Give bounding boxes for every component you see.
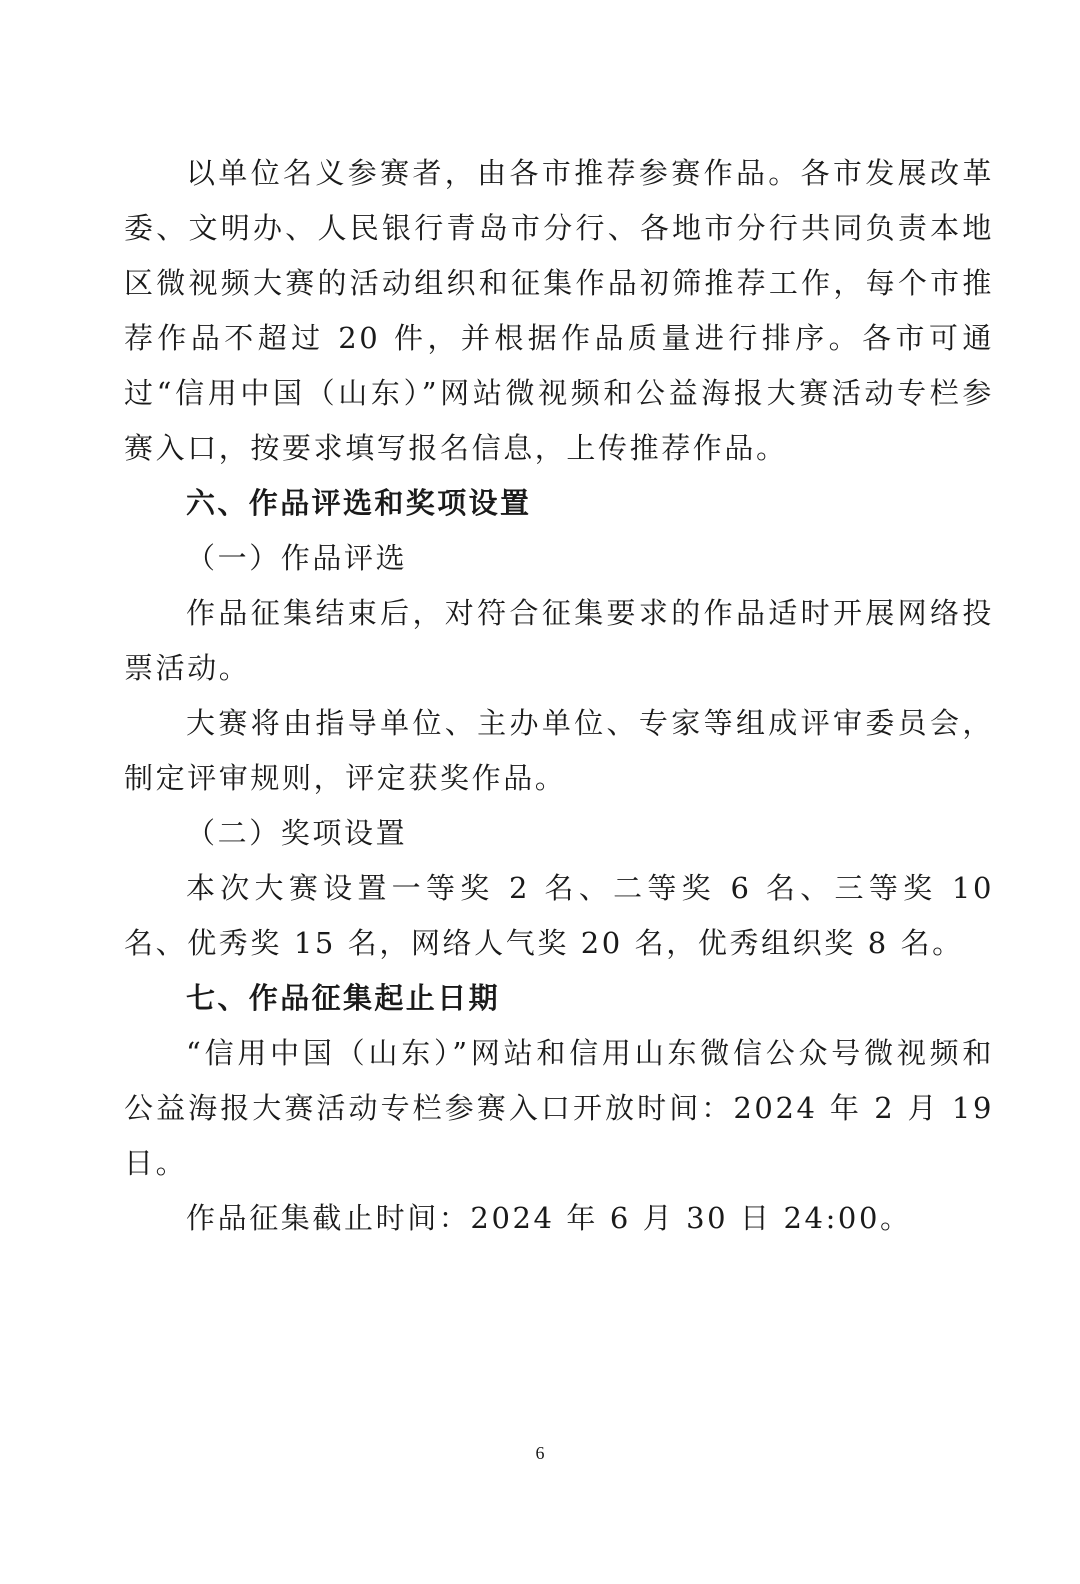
paragraph-deadline: 作品征集截止时间：2024 年 6 月 30 日 24:00。 <box>186 1201 912 1235</box>
section-heading-evaluation-awards: 六、作品评选和奖项设置 <box>186 486 532 520</box>
subheading-work-evaluation: （一）作品评选 <box>186 541 408 575</box>
paragraph-unit-participation: 以单位名义参赛者，由各市推荐参赛作品。各市发展改革委、文明办、人民银行青岛市分行、各地市分行共同负责本地区微视频大赛的活动组织和征集作品初筛推荐工作，每个市推荐作品不超过 20 件，并根据作品质量进行排序。各市可通过“信用中国（山东）”网站微视频和公益海报大赛活动专栏参赛入口，按要求填写报名信息，上传推荐作品。 <box>124 156 994 465</box>
paragraph-review-committee: 大赛将由指导单位、主办单位、专家等组成评审委员会，制定评审规则，评定获奖作品。 <box>124 706 994 795</box>
paragraph-entry-open-date: “信用中国（山东）”网站和信用山东微信公众号微视频和公益海报大赛活动专栏参赛入口开放时间：2024 年 2 月 19 日。 <box>124 1036 994 1180</box>
section-heading-collection-dates: 七、作品征集起止日期 <box>186 981 501 1015</box>
paragraph-award-counts: 本次大赛设置一等奖 2 名、二等奖 6 名、三等奖 10 名、优秀奖 15 名，网络人气奖 20 名，优秀组织奖 8 名。 <box>124 871 994 960</box>
document-body <box>124 146 994 1246</box>
subheading-award-setting: （二）奖项设置 <box>186 816 408 850</box>
page-number: 6 <box>535 1443 545 1463</box>
paragraph-online-voting: 作品征集结束后，对符合征集要求的作品适时开展网络投票活动。 <box>124 596 994 685</box>
